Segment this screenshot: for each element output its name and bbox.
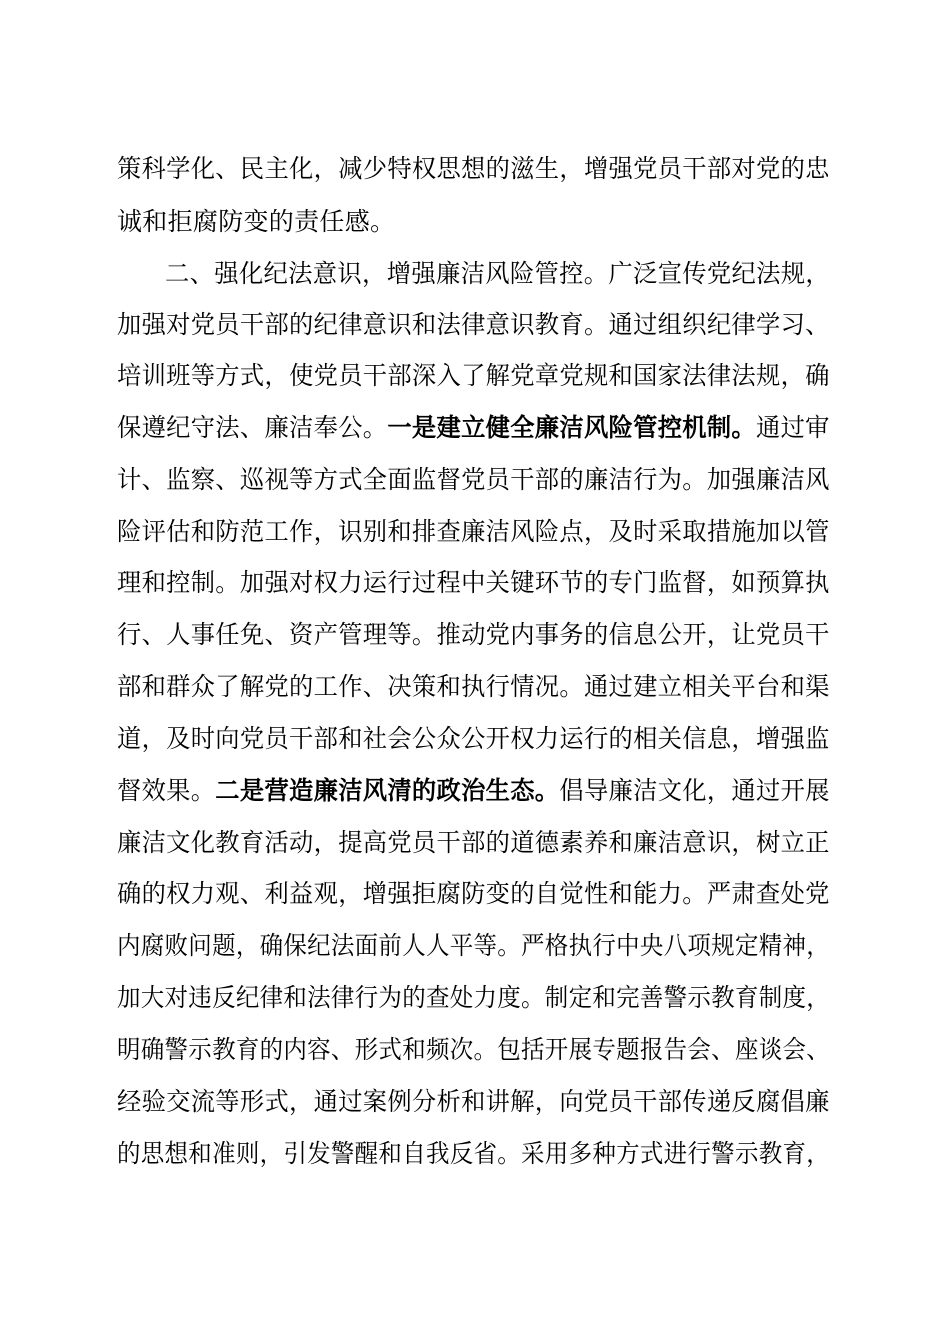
text-run: 二、强化纪法意识，增强廉洁风险管控。广泛宣传党纪法规，	[165, 259, 831, 288]
text-line-6	[117, 408, 830, 448]
text-line-2	[117, 202, 395, 242]
text-line-5	[117, 356, 830, 396]
text-run: 督效果。	[117, 776, 216, 805]
text-run: 险评估和防范工作，识别和排查廉洁风险点，及时采取措施加以管	[117, 517, 830, 546]
text-line-15	[117, 874, 830, 914]
text-run: 加大对违反纪律和法律行为的查处力度。制定和完善警示教育制度，	[117, 983, 831, 1012]
bold-heading-run: 二是营造廉洁风清的政治生态。	[215, 776, 560, 805]
text-run: 保遵纪守法、廉洁奉公。	[117, 413, 388, 442]
text-line-16	[117, 926, 830, 966]
text-line-8	[117, 512, 830, 552]
text-run: 诚和拒腐防变的责任感。	[117, 207, 396, 236]
text-line-13	[117, 771, 830, 811]
text-run: 明确警示教育的内容、形式和频次。包括开展专题报告会、座谈会、	[117, 1035, 831, 1064]
text-line-4	[117, 305, 830, 345]
text-line-11	[117, 667, 830, 707]
text-run: 通过审	[756, 413, 830, 442]
text-line-20	[117, 1134, 830, 1174]
text-line-3	[165, 254, 830, 294]
bold-heading-run: 一是建立健全廉洁风险管控机制。	[387, 413, 757, 442]
text-run: 培训班等方式，使党员干部深入了解党章党规和国家法律法规，确	[117, 361, 830, 390]
text-line-1	[117, 149, 830, 189]
text-run: 的思想和准则，引发警醒和自我反省。采用多种方式进行警示教育，	[117, 1139, 831, 1168]
text-run: 理和控制。加强对权力运行过程中关键环节的专门监督，如预算执	[117, 568, 830, 597]
text-line-10	[117, 615, 830, 655]
text-run: 计、监察、巡视等方式全面监督党员干部的廉洁行为。加强廉洁风	[117, 465, 830, 494]
text-run: 廉洁文化教育活动，提高党员干部的道德素养和廉洁意识，树立正	[117, 828, 830, 857]
text-run: 确的权力观、利益观，增强拒腐防变的自觉性和能力。严肃查处党	[117, 879, 830, 908]
text-run: 加强对党员干部的纪律意识和法律意识教育。通过组织纪律学习、	[117, 310, 830, 339]
text-run: 策科学化、民主化，减少特权思想的滋生，增强党员干部对党的忠	[117, 154, 830, 183]
text-line-18	[117, 1030, 830, 1070]
text-run: 经验交流等形式，通过案例分析和讲解，向党员干部传递反腐倡廉	[117, 1087, 830, 1116]
text-line-12	[117, 719, 830, 759]
text-line-17	[117, 978, 830, 1018]
text-run: 倡导廉洁文化，通过开展	[559, 776, 830, 805]
text-run: 内腐败问题，确保纪法面前人人平等。严格执行中央八项规定精神，	[117, 931, 831, 960]
text-run: 道，及时向党员干部和社会公众公开权力运行的相关信息，增强监	[117, 724, 830, 753]
text-line-9	[117, 563, 830, 603]
text-run: 部和群众了解党的工作、决策和执行情况。通过建立相关平台和渠	[117, 672, 830, 701]
text-line-7	[117, 460, 830, 500]
text-line-14	[117, 823, 830, 863]
text-run: 行、人事任免、资产管理等。推动党内事务的信息公开，让党员干	[117, 620, 830, 649]
text-line-19	[117, 1082, 830, 1122]
